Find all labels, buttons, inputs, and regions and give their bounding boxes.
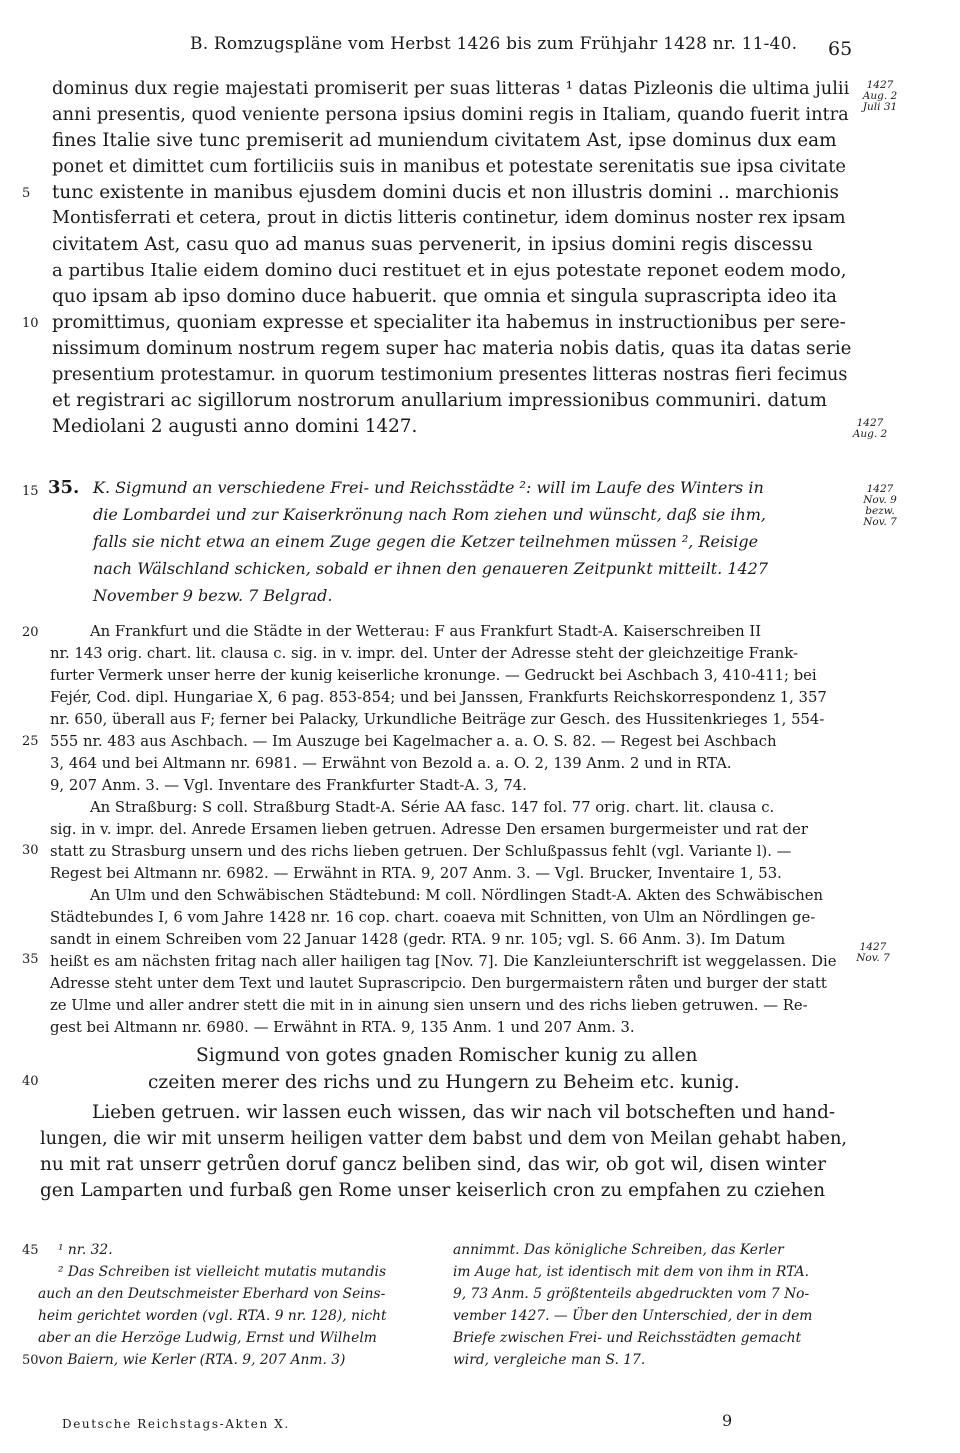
footnote: vember 1427. — Über den Unterschied, der in dem (453, 1308, 813, 1324)
text-line: fines Italie sive tunc premiserit ad muniendum civitatem Ast, ipse dominus dux eam (52, 130, 837, 151)
source-line: An Straßburg: S coll. Straßburg Stadt-A. Série AA fasc. 147 fol. 77 orig. chart. lit. clausa c. (90, 799, 775, 816)
source-line: Regest bei Altmann nr. 6982. — Erwähnt in RTA. 9, 207 Anm. 3. — Vgl. Brucker, Inventaire 1, 53. (50, 865, 782, 882)
source-line: Städtebundes I, 6 vom Jahre 1428 nr. 16 cop. chart. coaeva mit Schnitten, von Ulm an Nördlingen ge- (50, 909, 816, 926)
source-line: nr. 650, überall aus F; ferner bei Palacky, Urkundliche Beiträge zur Gesch. des Hussitenkrieges 1, 554- (50, 711, 825, 728)
letter-line: lungen, die wir mit unserm heiligen vatter dem babst und dem von Meilan gehabt haben, (40, 1128, 848, 1149)
line-number: 30 (22, 843, 39, 858)
footnote: ² Das Schreiben ist vielleicht mutatis mutandis (58, 1264, 387, 1280)
text-line: a partibus Italie eidem domino duci restituet et in ejus potestate reponet eodem modo, (52, 260, 847, 281)
letter-line: nu mit rat unserr getrůen doruf gancz beliben sind, das wir, ob got wil, disen winter (40, 1154, 826, 1175)
line-number: 10 (22, 316, 39, 331)
source-line: sig. in v. impr. del. Anrede Ersamen lieben getruen. Adresse Den ersamen burgermeister und rat der (50, 821, 808, 838)
source-line: 3, 464 und bei Altmann nr. 6981. — Erwähnt von Bezold a. a. O. 2, 139 Anm. 2 und in RTA. (50, 755, 732, 772)
letter-line: gen Lamparten und furbaß gen Rome unser keiserlich cron zu empfahen zu cziehen (40, 1180, 826, 1201)
line-number: 40 (22, 1074, 39, 1089)
line-number: 35 (22, 952, 39, 967)
source-line: An Frankfurt und die Städte in der Wetterau: F aus Frankfurt Stadt-A. Kaiserschreiben II (90, 623, 762, 640)
source-line: 9, 207 Anm. 3. — Vgl. Inventare des Frankfurter Stadt-A. 3, 74. (50, 777, 527, 794)
running-header: B. Romzugspläne vom Herbst 1426 bis zum Frühjahr 1428 nr. 11-40. (190, 34, 798, 54)
regest-line: November 9 bezw. 7 Belgrad. (93, 586, 333, 605)
source-line: furter Vermerk unser herre der kunig keiserliche kronunge. — Gedruckt bei Aschbach 3, 410-411; bei (50, 667, 817, 684)
footnote: aber an die Herzöge Ludwig, Ernst und Wilhelm (38, 1330, 377, 1346)
document-number: 35. (48, 477, 80, 498)
regest-line: falls sie nicht etwa an einem Zuge gegen die Ketzer teilnehmen müssen ², Reisige (93, 532, 759, 551)
margin-date: 1427 Nov. 7 (856, 941, 890, 964)
text-line: quo ipsam ab ipso domino duce habuerit. que omnia et singula suprascripta ideo ita (52, 286, 837, 307)
text-line: presentium protestamur. in quorum testimonium presentes litteras nostras fieri fecimus (52, 364, 848, 385)
source-line: An Ulm und den Schwäbischen Städtebund: M coll. Nördlingen Stadt-A. Akten des Schwäbischen (90, 887, 824, 904)
footnote: von Baiern, wie Kerler (RTA. 9, 207 Anm. 3) (38, 1352, 346, 1368)
footnote: wird, vergleiche man S. 17. (453, 1352, 646, 1368)
signature-mark: 9 (722, 1411, 733, 1430)
line-number: 50 (22, 1353, 39, 1368)
text-line: nissimum dominum nostrum regem super hac materia nobis datis, quas ita datas serie (52, 338, 852, 359)
regest-line: nach Wälschland schicken, sobald er ihnen den genaueren Zeitpunkt mitteilt. 1427 (93, 559, 769, 578)
text-line: Mediolani 2 augusti anno domini 1427. (52, 416, 418, 437)
text-line: ponet et dimittet cum fortiliciis suis in manibus et potestate serenitatis sue ipsa civitate (52, 156, 846, 177)
margin-date: 1427 Aug. 2 (852, 417, 888, 440)
margin-date: 1427 Aug. 2 Juli 31 (862, 79, 898, 113)
line-number: 15 (22, 484, 39, 499)
source-line: ze Ulme und aller andrer stett die mit in in ainung sien unsern und des richs lieben getruwen. — Re- (50, 997, 808, 1014)
line-number: 25 (22, 734, 39, 749)
series-footer: Deutsche Reichstags-Akten X. (62, 1417, 290, 1431)
text-line: promittimus, quoniam expresse et specialiter ita habemus in instructionibus per sere- (52, 312, 846, 333)
footnote: 9, 73 Anm. 5 größtenteils abgedruckten vom 7 No- (453, 1286, 810, 1302)
source-line: heißt es am nächsten fritag nach aller hailigen tag [Nov. 7]. Die Kanzleiunterschrift ist weggelassen. Die (50, 953, 837, 970)
source-line: Fejér, Cod. dipl. Hungariae X, 6 pag. 853-854; und bei Janssen, Frankfurts Reichskorrespondenz 1, 357 (50, 689, 827, 706)
margin-date: 1427 Nov. 9 bezw. Nov. 7 (863, 483, 897, 528)
footnote: im Auge hat, ist identisch mit dem von ihm in RTA. (453, 1264, 809, 1280)
line-number: 20 (22, 625, 39, 640)
text-line: tunc existente in manibus ejusdem domini ducis et non illustris domini .. marchionis (52, 182, 839, 203)
source-line: 555 nr. 483 aus Aschbach. — Im Auszuge bei Kagelmacher a. a. O. S. 82. — Regest bei Aschbach (50, 733, 777, 750)
footnote: auch an den Deutschmeister Eberhard von Seins- (38, 1286, 386, 1302)
text-line: et registrari ac sigillorum nostrorum anullarium impressionibus communiri. datum (52, 390, 827, 411)
regest-line: die Lombardei und zur Kaiserkrönung nach Rom ziehen und wünscht, daß sie ihm, (93, 505, 766, 524)
line-number: 45 (22, 1243, 39, 1258)
page-number: 65 (828, 38, 853, 60)
letter-heading: czeiten merer des richs und zu Hungern zu Beheim etc. kunig. (148, 1072, 740, 1093)
text-line: Montisferrati et cetera, prout in dictis litteris continetur, idem dominus noster rex ipsam (52, 208, 846, 228)
letter-line: Lieben getruen. wir lassen euch wissen, das wir nach vil botscheften und hand- (92, 1102, 836, 1123)
text-line: dominus dux regie majestati promiserit per suas litteras ¹ datas Pizleonis die ultima julii (52, 78, 850, 99)
footnote: Briefe zwischen Frei- und Reichsstädten gemacht (453, 1330, 802, 1346)
source-line: Adresse steht unter dem Text und lautet Suprascripcio. Den burgermaistern råten und burger der statt (50, 975, 827, 992)
source-line: statt zu Strasburg unsern und des richs lieben getruen. Der Schlußpassus fehlt (vgl. Variante l). — (50, 843, 792, 860)
text-line: anni presentis, quod veniente persona ipsius domini regis in Italiam, quando fuerit intra (52, 104, 849, 125)
line-number: 5 (22, 186, 31, 201)
footnote: ¹ nr. 32. (58, 1242, 113, 1258)
footnote: annimmt. Das königliche Schreiben, das Kerler (453, 1242, 784, 1258)
source-line: nr. 143 orig. chart. lit. clausa c. sig. in v. impr. del. Unter der Adresse steht der gleichzeitige Frank- (50, 645, 799, 662)
source-line: gest bei Altmann nr. 6980. — Erwähnt in RTA. 9, 135 Anm. 1 und 207 Anm. 3. (50, 1019, 635, 1036)
footnote: heim gerichtet worden (vgl. RTA. 9 nr. 128), nicht (38, 1308, 387, 1324)
letter-heading: Sigmund von gotes gnaden Romischer kunig zu allen (196, 1045, 698, 1066)
regest-line: K. Sigmund an verschiedene Frei- und Reichsstädte ²: will im Laufe des Winters in (93, 478, 764, 497)
text-line: civitatem Ast, casu quo ad manus suas pervenerit, in ipsius domini regis discessu (52, 234, 813, 255)
source-line: sandt in einem Schreiben vom 22 Januar 1428 (gedr. RTA. 9 nr. 105; vgl. S. 66 Anm. 3). Im Datum (50, 931, 786, 948)
